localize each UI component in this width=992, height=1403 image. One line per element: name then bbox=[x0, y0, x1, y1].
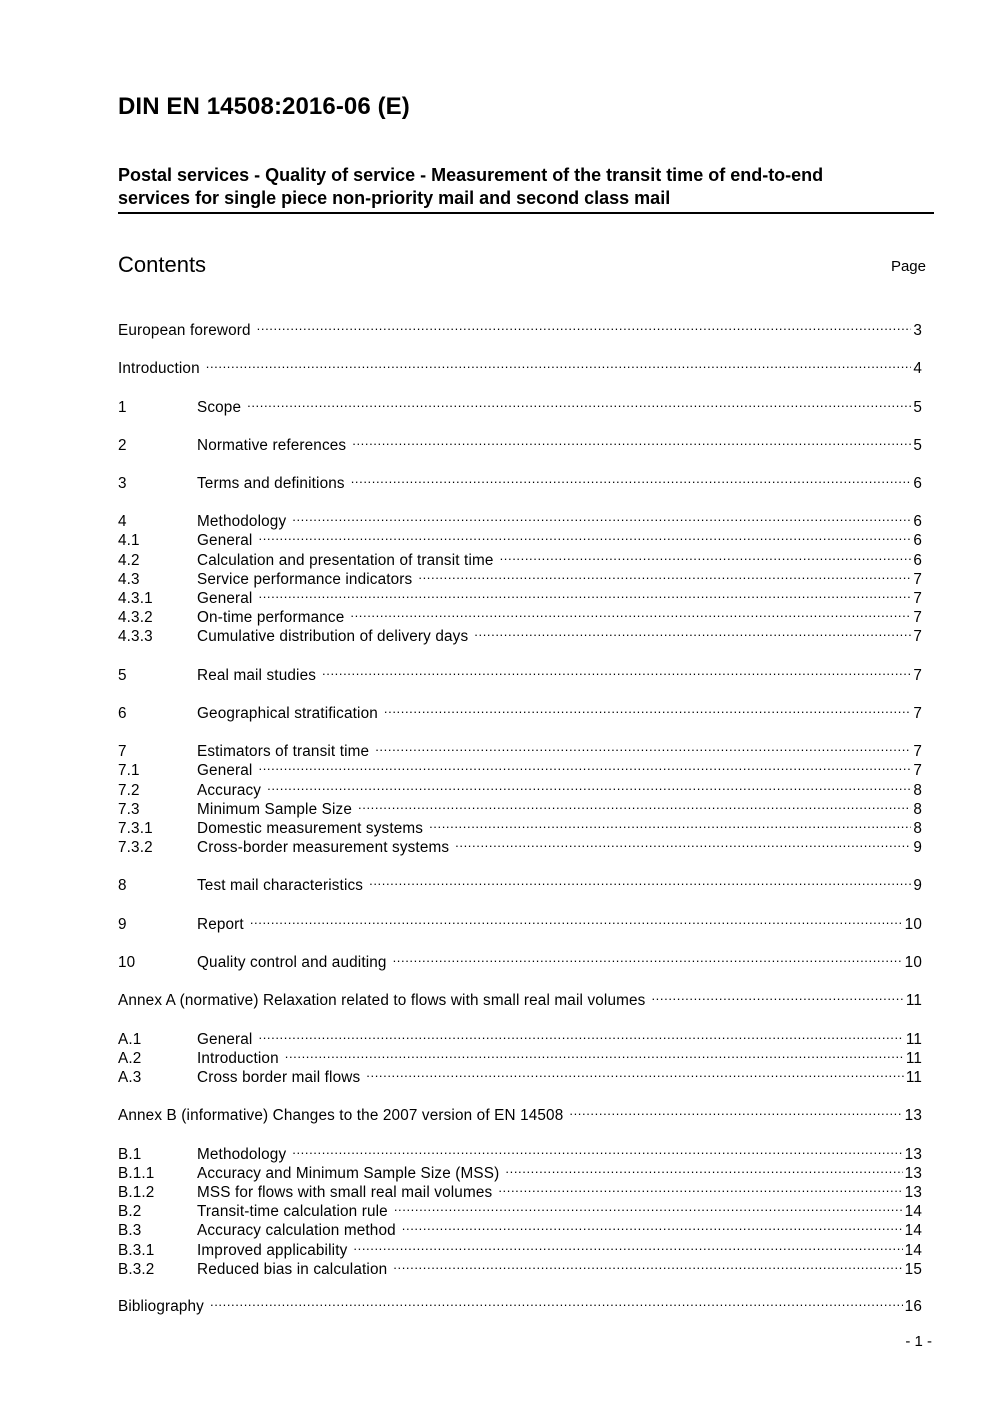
toc-page-number: 7 bbox=[913, 762, 922, 779]
toc-title: On-time performance bbox=[197, 609, 345, 626]
toc-number: 5 bbox=[118, 667, 127, 684]
toc-leader bbox=[569, 1101, 902, 1120]
toc-leader bbox=[369, 871, 911, 890]
toc-title: Cumulative distribution of delivery days bbox=[197, 628, 469, 645]
toc-page-number: 6 bbox=[913, 475, 922, 492]
toc-page-number: 6 bbox=[913, 513, 922, 530]
toc-title: Real mail studies bbox=[197, 667, 317, 684]
toc-number: 6 bbox=[118, 705, 127, 722]
toc-page-number: 7 bbox=[913, 628, 922, 645]
document-title-line-2: services for single piece non-priority mail and second class mail bbox=[118, 188, 671, 208]
toc-title: Report bbox=[197, 916, 244, 933]
toc-page-number: 13 bbox=[904, 1107, 922, 1124]
toc-leader bbox=[351, 469, 912, 488]
page-number-footer: - 1 - bbox=[905, 1333, 932, 1350]
toc-page-number: 4 bbox=[913, 360, 922, 377]
toc-title: Quality control and auditing bbox=[197, 954, 387, 971]
toc-entry[interactable] bbox=[118, 756, 922, 779]
toc-number: B.1 bbox=[118, 1146, 142, 1163]
toc-title: Introduction bbox=[197, 1050, 279, 1067]
toc-title: Service performance indicators bbox=[197, 571, 413, 588]
toc-entry[interactable] bbox=[118, 393, 922, 416]
toc-leader bbox=[210, 1292, 903, 1311]
toc-page-number: 7 bbox=[913, 743, 922, 760]
toc-number: A.1 bbox=[118, 1031, 142, 1048]
toc-entry[interactable] bbox=[118, 584, 922, 607]
toc-page-number: 11 bbox=[905, 1050, 922, 1067]
toc-number: 4.3.2 bbox=[118, 609, 153, 626]
toc-page-number: 10 bbox=[904, 954, 922, 971]
toc-number: 4.2 bbox=[118, 552, 140, 569]
toc-entry[interactable] bbox=[118, 526, 922, 549]
toc-title: Calculation and presentation of transit time bbox=[197, 552, 494, 569]
toc-leader bbox=[250, 910, 903, 929]
toc-title: Cross border mail flows bbox=[197, 1069, 361, 1086]
toc-number: 7.1 bbox=[118, 762, 140, 779]
toc-leader bbox=[498, 1178, 902, 1197]
toc-entry[interactable] bbox=[118, 546, 922, 569]
toc-entry[interactable] bbox=[118, 795, 922, 818]
toc-entry[interactable] bbox=[118, 737, 922, 760]
toc-number: B.3.2 bbox=[118, 1261, 155, 1278]
toc-number: 7.2 bbox=[118, 782, 140, 799]
toc-entry[interactable] bbox=[118, 1063, 922, 1086]
toc-leader bbox=[285, 1044, 904, 1063]
toc-number: 4.3.3 bbox=[118, 628, 153, 645]
toc-title: Domestic measurement systems bbox=[197, 820, 424, 837]
toc-entry[interactable] bbox=[118, 1216, 922, 1239]
toc-title: Methodology bbox=[197, 513, 287, 530]
toc-page-number: 13 bbox=[904, 1146, 922, 1163]
toc-title: Test mail characteristics bbox=[197, 877, 364, 894]
toc-page-number: 8 bbox=[913, 782, 922, 799]
toc-title: Annex A (normative) Relaxation related to flows with small real mail volumes bbox=[118, 992, 646, 1009]
toc-leader bbox=[350, 603, 911, 622]
toc-page-number: 14 bbox=[904, 1222, 922, 1239]
toc-page-number: 5 bbox=[913, 399, 922, 416]
toc-page-number: 7 bbox=[913, 705, 922, 722]
toc-leader bbox=[258, 756, 911, 775]
toc-title: Transit-time calculation rule bbox=[197, 1203, 388, 1220]
toc-entry[interactable] bbox=[118, 910, 922, 933]
toc-title: Scope bbox=[197, 399, 242, 416]
toc-leader bbox=[352, 431, 911, 450]
toc-number: 7.3.1 bbox=[118, 820, 153, 837]
toc-title: General bbox=[197, 532, 253, 549]
toc-number: B.3 bbox=[118, 1222, 142, 1239]
toc-leader bbox=[393, 948, 903, 967]
toc-title: Minimum Sample Size bbox=[197, 801, 353, 818]
toc-leader bbox=[375, 737, 911, 756]
page-column-label: Page bbox=[890, 258, 926, 275]
toc-title: MSS for flows with small real mail volumes bbox=[197, 1184, 493, 1201]
toc-page-number: 7 bbox=[913, 609, 922, 626]
toc-page-number: 14 bbox=[904, 1203, 922, 1220]
toc-number: 3 bbox=[118, 475, 127, 492]
toc-entry[interactable] bbox=[118, 603, 922, 626]
toc-page-number: 8 bbox=[913, 820, 922, 837]
toc-leader bbox=[247, 393, 911, 412]
toc-leader bbox=[206, 354, 912, 373]
document-id: DIN EN 14508:2016-06 (E) bbox=[118, 93, 410, 120]
toc-title: European foreword bbox=[118, 322, 251, 339]
toc-page-number: 9 bbox=[913, 877, 922, 894]
toc-number: 9 bbox=[118, 916, 127, 933]
toc-number: A.2 bbox=[118, 1050, 142, 1067]
toc-leader bbox=[366, 1063, 904, 1082]
toc-page-number: 7 bbox=[913, 667, 922, 684]
toc-leader bbox=[500, 546, 912, 565]
toc-leader bbox=[505, 1159, 902, 1178]
toc-page-number: 11 bbox=[905, 1031, 922, 1048]
toc-page-number: 7 bbox=[913, 571, 922, 588]
toc-leader bbox=[651, 986, 903, 1005]
toc-entry[interactable] bbox=[118, 1101, 922, 1124]
toc-entry[interactable] bbox=[118, 1140, 922, 1163]
toc-number: 2 bbox=[118, 437, 127, 454]
toc-title: General bbox=[197, 1031, 253, 1048]
toc-entry[interactable] bbox=[118, 565, 922, 588]
toc-entry[interactable] bbox=[118, 1197, 922, 1220]
toc-page-number: 3 bbox=[913, 322, 922, 339]
toc-number: 1 bbox=[118, 399, 127, 416]
toc-number: 7.3 bbox=[118, 801, 140, 818]
toc-leader bbox=[358, 795, 911, 814]
toc-title: Annex B (informative) Changes to the 2007 version of EN 14508 bbox=[118, 1107, 564, 1124]
toc-title: Bibliography bbox=[118, 1298, 204, 1315]
toc-entry[interactable] bbox=[118, 316, 922, 339]
toc-leader bbox=[418, 565, 911, 584]
toc-number: A.3 bbox=[118, 1069, 142, 1086]
toc-title: Accuracy bbox=[197, 782, 262, 799]
toc-number: 7 bbox=[118, 743, 127, 760]
toc-entry[interactable] bbox=[118, 354, 922, 377]
toc-number: 4.3 bbox=[118, 571, 140, 588]
toc-entry[interactable] bbox=[118, 1025, 922, 1048]
toc-title: Accuracy and Minimum Sample Size (MSS) bbox=[197, 1165, 500, 1182]
toc-leader bbox=[384, 699, 911, 718]
toc-entry[interactable] bbox=[118, 833, 922, 856]
toc-entry[interactable] bbox=[118, 776, 922, 799]
toc-leader bbox=[258, 1025, 903, 1044]
toc-page-number: 16 bbox=[904, 1298, 922, 1315]
toc-title: Terms and definitions bbox=[197, 475, 345, 492]
toc-leader bbox=[258, 526, 911, 545]
toc-entry[interactable] bbox=[118, 948, 922, 971]
toc-leader bbox=[402, 1216, 903, 1235]
toc-leader bbox=[455, 833, 911, 852]
toc-number: B.2 bbox=[118, 1203, 142, 1220]
toc-entry[interactable] bbox=[118, 814, 922, 837]
toc-page-number: 15 bbox=[904, 1261, 922, 1278]
toc-leader bbox=[429, 814, 911, 833]
toc-title: Estimators of transit time bbox=[197, 743, 370, 760]
toc-page-number: 6 bbox=[913, 532, 922, 549]
toc-number: 4.1 bbox=[118, 532, 140, 549]
toc-title: Reduced bias in calculation bbox=[197, 1261, 388, 1278]
toc-title: General bbox=[197, 762, 253, 779]
toc-entry[interactable] bbox=[118, 1044, 922, 1067]
toc-number: B.1.1 bbox=[118, 1165, 155, 1182]
toc-page-number: 13 bbox=[904, 1184, 922, 1201]
toc-entry[interactable] bbox=[118, 871, 922, 894]
toc-entry[interactable] bbox=[118, 986, 922, 1009]
toc-page-number: 7 bbox=[913, 590, 922, 607]
toc-leader bbox=[353, 1236, 902, 1255]
toc-entry[interactable] bbox=[118, 699, 922, 722]
toc-page-number: 10 bbox=[904, 916, 922, 933]
toc-entry[interactable] bbox=[118, 1178, 922, 1201]
toc-title: Improved applicability bbox=[197, 1242, 348, 1259]
toc-number: 7.3.2 bbox=[118, 839, 153, 856]
toc-entry[interactable] bbox=[118, 622, 922, 645]
toc-number: 4.3.1 bbox=[118, 590, 153, 607]
toc-page-number: 13 bbox=[904, 1165, 922, 1182]
toc-entry[interactable] bbox=[118, 1159, 922, 1182]
toc-title: Normative references bbox=[197, 437, 347, 454]
toc-page-number: 8 bbox=[913, 801, 922, 818]
toc-number: 10 bbox=[118, 954, 136, 971]
toc-entry[interactable] bbox=[118, 507, 922, 530]
toc-title: Introduction bbox=[118, 360, 200, 377]
toc-title: Geographical stratification bbox=[197, 705, 378, 722]
toc-title: Accuracy calculation method bbox=[197, 1222, 396, 1239]
toc-page-number: 9 bbox=[913, 839, 922, 856]
toc-leader bbox=[292, 507, 911, 526]
toc-page-number: 11 bbox=[905, 1069, 922, 1086]
toc-number: B.3.1 bbox=[118, 1242, 155, 1259]
toc-page-number: 14 bbox=[904, 1242, 922, 1259]
toc-leader bbox=[394, 1197, 903, 1216]
toc-leader bbox=[393, 1255, 902, 1274]
toc-title: Cross-border measurement systems bbox=[197, 839, 450, 856]
toc-number: 8 bbox=[118, 877, 127, 894]
toc-number: B.1.2 bbox=[118, 1184, 155, 1201]
toc-entry[interactable] bbox=[118, 431, 922, 454]
toc-number: 4 bbox=[118, 513, 127, 530]
contents-heading: Contents bbox=[118, 252, 207, 277]
toc-page-number: 6 bbox=[913, 552, 922, 569]
toc-entry[interactable] bbox=[118, 1255, 922, 1278]
toc-page-number: 11 bbox=[905, 992, 922, 1009]
toc-entry[interactable] bbox=[118, 1236, 922, 1259]
toc-entry[interactable] bbox=[118, 1292, 922, 1315]
toc-entry[interactable] bbox=[118, 661, 922, 684]
toc-title: Methodology bbox=[197, 1146, 287, 1163]
toc-leader bbox=[257, 316, 912, 335]
toc-leader bbox=[267, 776, 911, 795]
document-title bbox=[118, 164, 934, 214]
document-title-line-1: Postal services - Quality of service - Measurement of the transit time of end-to-end bbox=[118, 165, 824, 185]
toc-leader bbox=[292, 1140, 902, 1159]
toc-leader bbox=[474, 622, 911, 641]
toc-title: General bbox=[197, 590, 253, 607]
toc-entry[interactable] bbox=[118, 469, 922, 492]
toc-page-number: 5 bbox=[913, 437, 922, 454]
toc-leader bbox=[322, 661, 911, 680]
toc-leader bbox=[258, 584, 911, 603]
